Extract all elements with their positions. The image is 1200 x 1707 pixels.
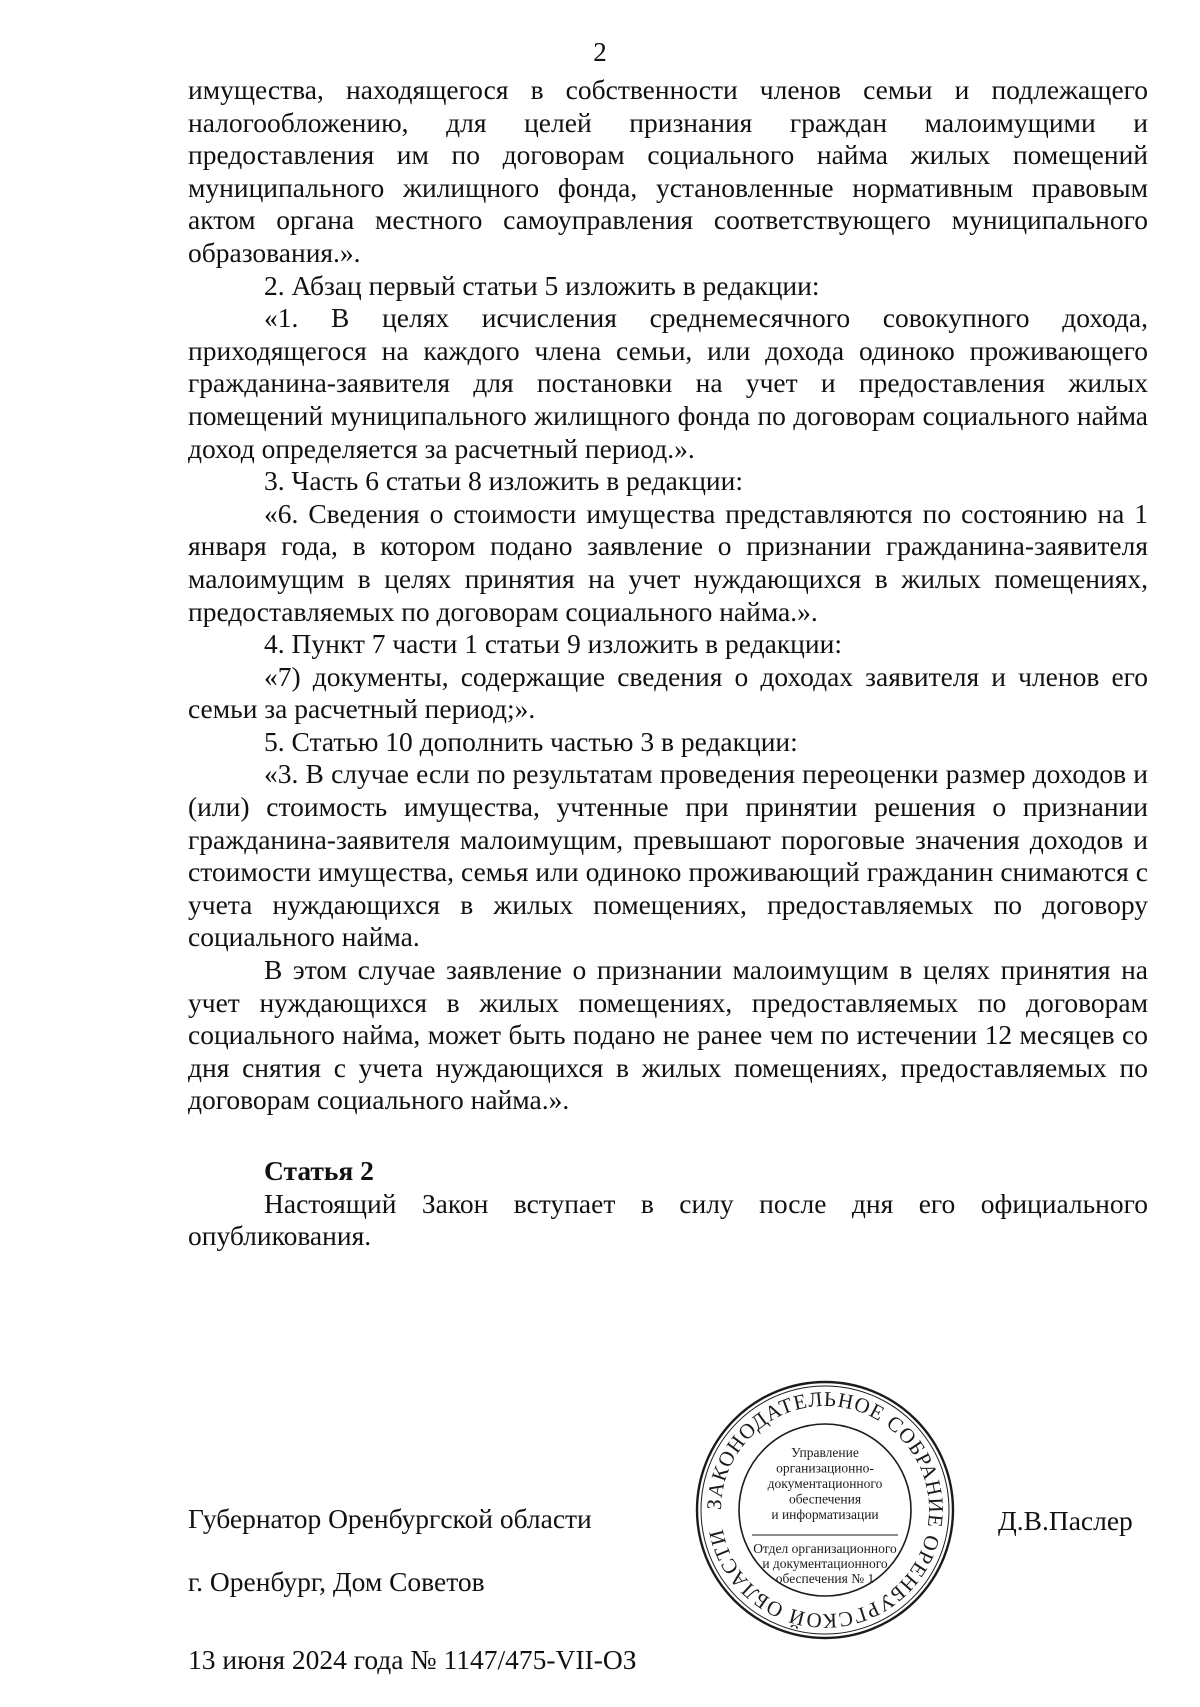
paragraph: «7) документы, содержащие сведения о доходах заявителя и членов его семьи за расчетный период;». bbox=[188, 660, 1148, 725]
article-2-text: Настоящий Закон вступает в силу после дня его официального опубликования. bbox=[188, 1187, 1148, 1252]
seal-inner-line: и информатизации bbox=[771, 1507, 879, 1522]
signatory-name: Д.В.Паслер bbox=[998, 1505, 1133, 1536]
signatory-title: Губернатор Оренбургской области bbox=[188, 1503, 592, 1534]
paragraph: 4. Пункт 7 части 1 статьи 9 изложить в редакции: bbox=[264, 628, 842, 660]
seal-inner-line: организационно- bbox=[776, 1460, 874, 1476]
page-number: 2 bbox=[593, 37, 607, 67]
seal-inner-line: Управление bbox=[791, 1445, 859, 1460]
article-2-heading: Статья 2 bbox=[264, 1155, 374, 1186]
seal-inner-line: Отдел организационного bbox=[753, 1541, 897, 1556]
article-2-section bbox=[188, 1155, 1148, 1253]
paragraph: «6. Сведения о стоимости имущества представляются по состоянию на 1 января года, в котором подано заявление о признании гражданина-заявителя малоимущим в целях принятия на учет нуждающихся в жилых помещениях, предоставляемых по договорам социального найма.». bbox=[188, 497, 1148, 627]
signing-place: г. Оренбург, Дом Советов bbox=[188, 1566, 485, 1597]
paragraph: 5. Статью 10 дополнить частью 3 в редакции: bbox=[264, 725, 798, 757]
paragraph: «3. В случае если по результатам проведения переоценки размер доходов и (или) стоимость имущества, учтенные при принятии решения о признании гражданина-заявителя малоимущим, превышают пороговые значения доходов и стоимости имущества, семья или одиноко проживающий гражданин снимаются с учета нуждающихся в жилых помещениях, предоставляемых по договору социального найма. bbox=[188, 758, 1148, 953]
paragraph: 2. Абзац первый статьи 5 изложить в редакции: bbox=[264, 269, 820, 301]
law-amendments-text bbox=[188, 74, 1148, 1117]
seal-ring-text: ЗАКОНОДАТЕЛЬНОЕ СОБРАНИЕ ОРЕНБУРГСКОЙ ОБЛАСТИ bbox=[701, 1386, 949, 1634]
seal-inner-line: обеспечения № 1 bbox=[775, 1571, 875, 1586]
law-date-number: 13 июня 2024 года № 1147/475-VII-ОЗ bbox=[188, 1644, 637, 1675]
seal-inner-line: документационного bbox=[767, 1476, 883, 1491]
paragraph: В этом случае заявление о признании малоимущим в целях принятия на учет нуждающихся в жилых помещениях, предоставляемых по договорам социального найма, может быть подано не ранее чем по истечении 12 месяцев со дня снятия с учета нуждающихся в жилых помещениях, предоставляемых по договорам социального найма.». bbox=[188, 954, 1148, 1116]
paragraph: 3. Часть 6 статьи 8 изложить в редакции: bbox=[264, 465, 743, 497]
paragraph: «1. В целях исчисления среднемесячного совокупного дохода, приходящегося на каждого члена семьи, или дохода одиноко проживающего гражданина-заявителя для постановки на учет и предоставления жилых помещений муниципального жилищного фонда по договорам социального найма доход определяется за расчетный период.». bbox=[188, 302, 1148, 464]
seal-inner-line: обеспечения bbox=[788, 1491, 862, 1507]
seal-inner-line: и документационного bbox=[762, 1556, 888, 1571]
paragraph: имущества, находящегося в собственности членов семьи и подлежащего налогообложению, для целей признания граждан малоимущими и предоставления им по договорам социального найма жилых помещений муниципального жилищного фонда, установленные нормативным правовым актом органа местного самоуправления соответствующего муниципального образования.». bbox=[188, 74, 1148, 268]
official-seal-stamp bbox=[690, 1375, 960, 1645]
